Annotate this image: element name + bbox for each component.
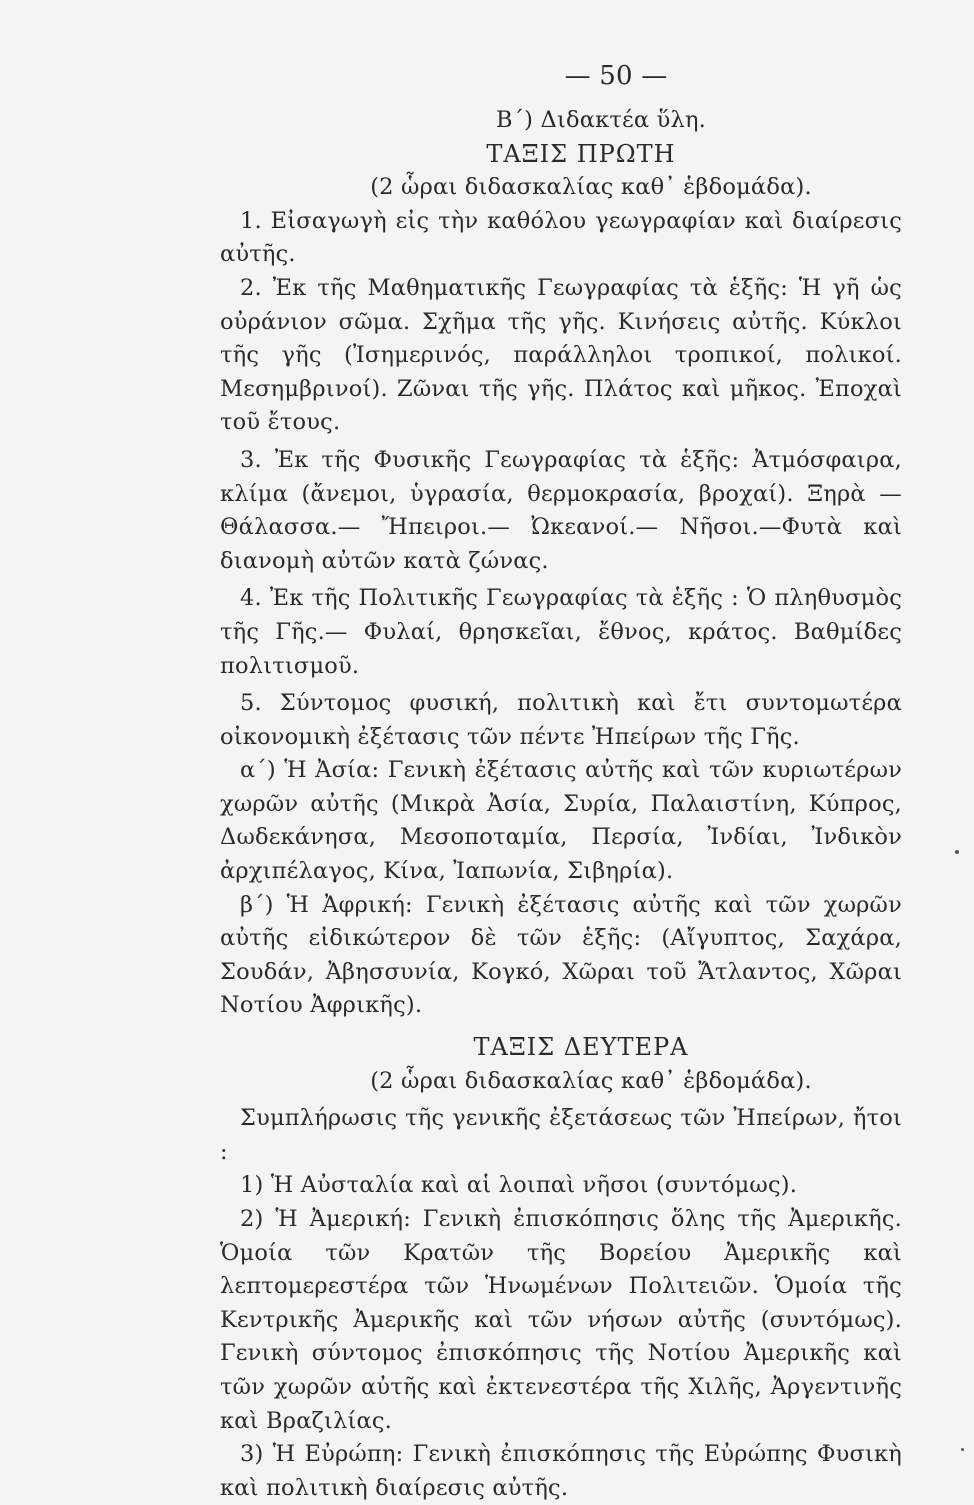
- class-two-title: ΤΑΞΙΣ ΔΕΥΤΕΡΑ: [473, 1033, 689, 1062]
- class-one-item-5: 5. Σύντομος φυσική, πολιτικὴ καὶ ἔτι συντομωτέρα οἰκονομικὴ ἐξέτασις τῶν πέντε Ἠπείρων τῆς Γῆς.: [220, 690, 902, 750]
- class-one-item-2: 2. Ἐκ τῆς Μαθηματικῆς Γεωγραφίας τὰ ἑξῆς: Ἡ γῆ ὡς οὐράνιον σῶμα. Σχῆμα τῆς γῆς. Κινήσεις αὐτῆς. Κύκλοι τῆς γῆς (Ἰσημερινός, παράλληλοι τροπικοί, πολικοί. Μεσημβρινοί). Ζῶναι τῆς γῆς. Πλάτος καὶ μῆκος. Ἐποχαὶ τοῦ ἔτους.: [220, 274, 902, 436]
- class-one-item-1: 1. Εἰσαγωγὴ εἰς τὴν καθόλου γεωγραφίαν καὶ διαίρεσις αὐτῆς.: [220, 207, 902, 268]
- class-one-section: [220, 138, 902, 1023]
- page-content: [220, 56, 902, 1505]
- class-one-item-3: 3. Ἐκ τῆς Φυσικῆς Γεωγραφίας τὰ ἑξῆς: Ἀτμόσφαιρα, κλίμα (ἄνεμοι, ὑγρασία, θερμοκρασία, βροχαί). Ξηρὰ —Θάλασσα.— Ἤπειροι.— Ὠκεανοί.— Νῆσοι.—Φυτὰ καὶ διανομὴ αὐτῶν κατὰ ζώνας.: [220, 446, 902, 574]
- class-one-item-5a: α΄) Ἡ Ἀσία: Γενικὴ ἐξέτασις αὐτῆς καὶ τῶν κυριωτέρων χωρῶν αὐτῆς (Μικρὰ Ἀσία, Συρία, Παλαιστίνη, Κύπρος, Δωδεκάνησα, Μεσοποταμία, Περσία, Ἰνδίαι, Ἰνδικὸν ἀρχιπέλαγος, Κίνα, Ἰαπωνία, Σιβηρία).: [220, 757, 902, 885]
- class-one-title: ΤΑΞΙΣ ΠΡΩΤΗ: [486, 139, 676, 168]
- paper-speck: [955, 850, 959, 854]
- class-two-hours: (2 ὧραι διδασκαλίας καθ᾽ ἑβδομάδα).: [370, 1067, 812, 1094]
- paper-speck: [961, 1448, 964, 1451]
- class-one-item-4: 4. Ἐκ τῆς Πολιτικῆς Γεωγραφίας τὰ ἑξῆς : Ὁ πληθυσμὸς τῆς Γῆς.— Φυλαί, θρησκεῖαι, ἔθνος, κράτος. Βαθμίδες πολιτισμοῦ.: [220, 585, 902, 679]
- class-two-item-3: 3) Ἡ Εὐρώπη: Γενικὴ ἐπισκόπησις τῆς Εὐρώπης Φυσικὴ καὶ πολιτικὴ διαίρεσις αὐτῆς.: [220, 1441, 902, 1501]
- page-number: — 50 —: [564, 61, 668, 91]
- class-two-intro: Συμπλήρωσις τῆς γενικῆς ἐξετάσεως τῶν Ἠπείρων, ἤτοι :: [220, 1105, 902, 1165]
- class-two-item-2: 2) Ἡ Ἀμερική: Γενικὴ ἐπισκόπησις ὅλης τῆς Ἀμερικῆς. Ὁμοία τῶν Κρατῶν τῆς Βορείου Ἀμερικῆς καὶ λεπτομερεστέρα τῶν Ἡνωμένων Πολιτειῶν. Ὁμοία τῆς Κεντρικῆς Ἀμερικῆς καὶ τῶν νήσων αὐτῆς (συντόμως). Γενικὴ σύντομος ἐπισκόπησις τῆς Νοτίου Ἀμερικῆς καὶ τῶν χωρῶν αὐτῆς καὶ ἐκτενεστέρα τῆς Χιλῆς, Ἀργεντινῆς καὶ Βραζιλίας.: [220, 1206, 902, 1434]
- class-one-hours: (2 ὧραι διδασκαλίας καθ᾽ ἑβδομάδα).: [370, 174, 812, 201]
- class-two-item-1: 1) Ἡ Αὐσταλία καὶ αἱ λοιπαὶ νῆσοι (συντόμως).: [240, 1172, 798, 1199]
- class-one-item-5b: β΄) Ἡ Ἀφρική: Γενικὴ ἐξέτασις αὐτῆς καὶ τῶν χωρῶν αὐτῆς εἰδικώτερον δὲ τῶν ἑξῆς: (Αἴγυπτος, Σαχάρα, Σουδάν, Ἀβησσυνία, Κογκό, Χῶραι τοῦ Ἄτλαντος, Χῶραι Νοτίου Ἀφρικῆς).: [220, 891, 902, 1019]
- section-heading: Β΄) Διδακτέα ὕλη.: [495, 107, 706, 133]
- class-two-section: [220, 1031, 902, 1505]
